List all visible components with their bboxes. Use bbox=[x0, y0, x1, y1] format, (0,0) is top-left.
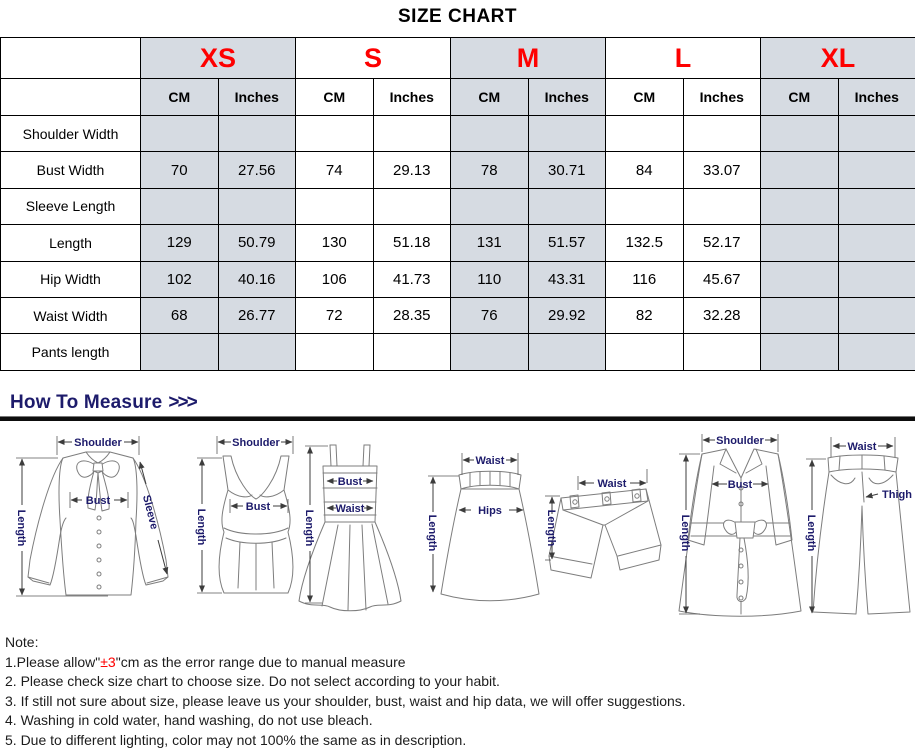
table-cell bbox=[373, 116, 451, 152]
size-header-l: L bbox=[606, 38, 761, 79]
table-cell: 130 bbox=[296, 225, 374, 261]
note-1-suffix: "cm as the error range due to manual measure bbox=[115, 653, 406, 670]
skirt-waist-label: Waist bbox=[475, 455, 505, 467]
row-label: Pants length bbox=[1, 334, 141, 370]
pants-waist-label: Waist bbox=[847, 441, 877, 453]
table-row bbox=[1, 334, 915, 370]
table-cell bbox=[451, 116, 529, 152]
corner-cell bbox=[1, 38, 141, 79]
size-table bbox=[0, 37, 915, 371]
size-header-s: S bbox=[296, 38, 451, 79]
pants-length-label: Length bbox=[805, 514, 817, 552]
unit-header-inches: Inches bbox=[373, 79, 451, 116]
note-line-5: 5. Due to different lighting, color may not 100% the same as in description. bbox=[5, 731, 467, 748]
table-cell bbox=[296, 334, 374, 370]
table-cell bbox=[218, 116, 296, 152]
table-cell bbox=[528, 334, 606, 370]
note-line-4: 4. Washing in cold water, hand washing, do not use bleach. bbox=[5, 712, 373, 728]
table-cell: 70 bbox=[141, 152, 219, 188]
table-cell: 74 bbox=[296, 152, 374, 188]
table-cell bbox=[528, 116, 606, 152]
table-cell: 68 bbox=[141, 297, 219, 333]
table-cell bbox=[218, 188, 296, 224]
shorts-waist-label: Waist bbox=[597, 478, 627, 490]
unit-header-cm: CM bbox=[451, 79, 529, 116]
table-row bbox=[1, 152, 915, 188]
table-cell: 110 bbox=[451, 261, 529, 297]
table-cell bbox=[761, 261, 839, 297]
page-title: SIZE CHART bbox=[398, 6, 517, 27]
table-cell bbox=[373, 334, 451, 370]
divider-rule bbox=[0, 416, 915, 421]
table-cell: 41.73 bbox=[373, 261, 451, 297]
unit-header-cm: CM bbox=[606, 79, 684, 116]
table-cell bbox=[838, 188, 915, 224]
blouse-bust-label: Bust bbox=[85, 495, 111, 507]
skirt-diagram bbox=[426, 453, 539, 601]
dress-waist-label: Waist bbox=[335, 503, 365, 515]
table-cell bbox=[141, 116, 219, 152]
table-cell bbox=[373, 188, 451, 224]
table-cell bbox=[606, 116, 684, 152]
note-line-1 bbox=[5, 653, 686, 673]
chevron-right-icon: >>> bbox=[168, 392, 196, 413]
blouse-shoulder-label: Shoulder bbox=[74, 437, 122, 449]
row-label: Bust Width bbox=[1, 152, 141, 188]
table-cell bbox=[838, 261, 915, 297]
note-1-prefix: 1.Please allow" bbox=[5, 653, 101, 670]
table-cell bbox=[838, 297, 915, 333]
blouse-diagram bbox=[15, 436, 168, 596]
coat-shoulder-label: Shoulder bbox=[716, 435, 764, 447]
table-cell: 32.28 bbox=[683, 297, 761, 333]
table-cell: 102 bbox=[141, 261, 219, 297]
unit-header-cm: CM bbox=[296, 79, 374, 116]
size-header-m: M bbox=[451, 38, 606, 79]
unit-header-cm: CM bbox=[761, 79, 839, 116]
blouse-sleeve-label: Sleeve bbox=[139, 493, 161, 531]
row-label: Shoulder Width bbox=[1, 116, 141, 152]
table-cell bbox=[761, 334, 839, 370]
unit-header-row bbox=[1, 79, 915, 116]
size-header-xs: XS bbox=[141, 38, 296, 79]
note-1-tolerance: ±3 bbox=[100, 653, 116, 670]
table-cell: 30.71 bbox=[528, 152, 606, 188]
dress-diagram bbox=[299, 445, 401, 611]
table-cell bbox=[761, 188, 839, 224]
unit-header-cm: CM bbox=[141, 79, 219, 116]
table-cell bbox=[838, 116, 915, 152]
table-row bbox=[1, 261, 915, 297]
row-label: Hip Width bbox=[1, 261, 141, 297]
table-cell: 27.56 bbox=[218, 152, 296, 188]
table-cell bbox=[761, 152, 839, 188]
table-cell bbox=[683, 334, 761, 370]
tank-top-diagram bbox=[195, 436, 293, 593]
coat-bust-label: Bust bbox=[727, 479, 753, 491]
table-cell bbox=[838, 152, 915, 188]
table-cell bbox=[606, 188, 684, 224]
skirt-length-label: Length bbox=[426, 514, 438, 552]
table-cell: 29.13 bbox=[373, 152, 451, 188]
table-cell: 50.79 bbox=[218, 225, 296, 261]
blouse-length-label: Length bbox=[15, 509, 27, 547]
size-header-xl: XL bbox=[761, 38, 915, 79]
unit-header-inches: Inches bbox=[528, 79, 606, 116]
table-cell: 43.31 bbox=[528, 261, 606, 297]
table-cell: 84 bbox=[606, 152, 684, 188]
pants-diagram bbox=[805, 437, 912, 614]
table-cell bbox=[606, 334, 684, 370]
table-row bbox=[1, 188, 915, 224]
table-row bbox=[1, 116, 915, 152]
table-cell: 51.18 bbox=[373, 225, 451, 261]
unit-header-inches: Inches bbox=[683, 79, 761, 116]
table-row bbox=[1, 297, 915, 333]
dress-bust-label: Bust bbox=[337, 476, 363, 488]
table-cell bbox=[296, 116, 374, 152]
table-cell: 26.77 bbox=[218, 297, 296, 333]
table-cell bbox=[141, 188, 219, 224]
row-label: Sleeve Length bbox=[1, 188, 141, 224]
notes-heading: Note: bbox=[5, 634, 39, 650]
table-cell bbox=[683, 188, 761, 224]
row-label: Waist Width bbox=[1, 297, 141, 333]
unit-header-inches: Inches bbox=[838, 79, 915, 116]
table-cell: 45.67 bbox=[683, 261, 761, 297]
corner-cell bbox=[1, 79, 141, 116]
table-cell: 129 bbox=[141, 225, 219, 261]
table-cell bbox=[761, 225, 839, 261]
table-cell bbox=[761, 297, 839, 333]
row-label: Length bbox=[1, 225, 141, 261]
table-cell: 33.07 bbox=[683, 152, 761, 188]
table-cell bbox=[451, 334, 529, 370]
table-cell: 51.57 bbox=[528, 225, 606, 261]
table-cell: 28.35 bbox=[373, 297, 451, 333]
table-cell bbox=[296, 188, 374, 224]
dress-length-label: Length bbox=[303, 509, 315, 547]
table-cell bbox=[838, 334, 915, 370]
table-cell: 78 bbox=[451, 152, 529, 188]
shorts-length-label: Length bbox=[545, 509, 557, 547]
table-cell: 106 bbox=[296, 261, 374, 297]
coat-length-label: Length bbox=[679, 514, 691, 552]
note-line-3: 3. If still not sure about size, please leave us your shoulder, bust, waist and hip data, we will offer suggestions. bbox=[5, 692, 686, 709]
tank-length-label: Length bbox=[195, 508, 207, 546]
table-cell: 29.92 bbox=[528, 297, 606, 333]
table-cell bbox=[141, 334, 219, 370]
tank-shoulder-label: Shoulder bbox=[232, 437, 280, 449]
table-row bbox=[1, 225, 915, 261]
table-cell bbox=[683, 116, 761, 152]
table-cell: 52.17 bbox=[683, 225, 761, 261]
table-cell bbox=[218, 334, 296, 370]
table-cell: 72 bbox=[296, 297, 374, 333]
pants-thigh-label: Thigh bbox=[882, 489, 912, 501]
note-line-2: 2. Please check size chart to choose size. Do not select according to your habit. bbox=[5, 673, 500, 689]
notes-section bbox=[5, 633, 686, 750]
tank-bust-label: Bust bbox=[245, 501, 271, 513]
shorts-diagram bbox=[545, 469, 661, 578]
how-to-measure-heading bbox=[10, 392, 196, 414]
table-cell bbox=[528, 188, 606, 224]
skirt-hips-label: Hips bbox=[478, 505, 502, 517]
size-header-row bbox=[1, 38, 915, 79]
table-cell: 76 bbox=[451, 297, 529, 333]
how-to-measure-label: How To Measure bbox=[10, 392, 163, 413]
table-cell: 132.5 bbox=[606, 225, 684, 261]
table-cell: 40.16 bbox=[218, 261, 296, 297]
table-cell bbox=[838, 225, 915, 261]
table-cell: 131 bbox=[451, 225, 529, 261]
unit-header-inches: Inches bbox=[218, 79, 296, 116]
table-cell bbox=[761, 116, 839, 152]
table-cell: 82 bbox=[606, 297, 684, 333]
table-cell bbox=[451, 188, 529, 224]
measure-diagrams bbox=[0, 428, 915, 628]
table-cell: 116 bbox=[606, 261, 684, 297]
coat-diagram bbox=[679, 434, 801, 616]
